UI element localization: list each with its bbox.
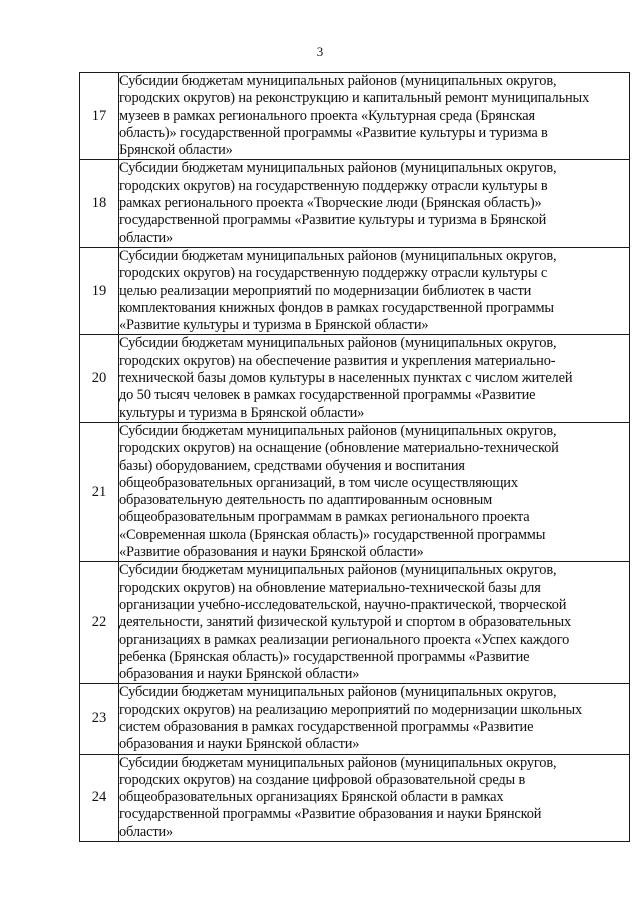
description-line: целью реализации мероприятий по модернизации библиотек в части [119, 282, 532, 299]
description-line: Субсидии бюджетам муниципальных районов (муниципальных округов, [119, 422, 557, 439]
subsidy-description [119, 754, 630, 841]
description-line: государственной программы «Развитие культуры и туризма в Брянской [119, 212, 547, 229]
description-line: Субсидии бюджетам муниципальных районов (муниципальных округов, [119, 754, 557, 771]
description-line: культуры и туризма в Брянской области» [119, 404, 365, 421]
description-line: области» [119, 229, 174, 246]
description-line: Субсидии бюджетам муниципальных районов (муниципальных округов, [119, 160, 557, 177]
row-number: 23 [80, 684, 119, 754]
description-line: государственной программы «Развитие образования и науки Брянской [119, 806, 542, 823]
table-row [80, 73, 630, 160]
description-line: рамках регионального проекта «Творческие люди (Брянская область)» [119, 195, 542, 212]
description-line: Субсидии бюджетам муниципальных районов (муниципальных округов, [119, 562, 557, 579]
description-line: городских округов) на оснащение (обновление материально-технической [119, 440, 559, 457]
table-row [80, 160, 630, 247]
description-line: Брянской области» [119, 142, 233, 159]
description-line: ребенка (Брянская область)» государственной программы «Развитие [119, 648, 530, 665]
description-line: технической базы домов культуры в населенных пунктах с числом жителей [119, 370, 573, 387]
subsidy-description [119, 684, 630, 754]
description-line: Субсидии бюджетам муниципальных районов (муниципальных округов, [119, 73, 557, 89]
subsidy-description [119, 247, 630, 334]
row-number: 24 [80, 754, 119, 841]
table-row [80, 684, 630, 754]
description-line: «Развитие образования и науки Брянской области» [119, 544, 424, 561]
description-line: систем образования в рамках государственной программы «Развитие [119, 718, 534, 735]
description-line: деятельности, занятий физической культурой и спортом в образовательных [119, 614, 572, 631]
description-line: городских округов) на государственную поддержку отрасли культуры в [119, 177, 548, 194]
description-line: общеобразовательным программам в рамках регионального проекта [119, 509, 530, 526]
description-line: организации учебно-исследовательской, научно-практической, творческой [119, 596, 567, 613]
description-line: городских округов) на обеспечение развития и укрепления материально- [119, 352, 556, 369]
description-line: образования и науки Брянской области» [119, 666, 360, 683]
subsidy-description [119, 73, 630, 160]
description-line: образования и науки Брянской области» [119, 736, 360, 753]
table-row [80, 754, 630, 841]
description-line: Субсидии бюджетам муниципальных районов (муниципальных округов, [119, 684, 557, 701]
subsidies-table-body [80, 73, 630, 842]
subsidy-description [119, 562, 630, 684]
description-line: городских округов) на реализацию мероприятий по модернизации школьных [119, 701, 583, 718]
page-number: 3 [316, 44, 324, 59]
description-line: городских округов) на реконструкцию и капитальный ремонт муниципальных [119, 90, 590, 107]
description-line: Субсидии бюджетам муниципальных районов (муниципальных округов, [119, 247, 557, 264]
description-line: до 50 тысяч человек в рамках государственной программы «Развитие [119, 387, 536, 404]
description-line: области» [119, 823, 174, 840]
table-row [80, 247, 630, 334]
description-line: «Развитие культуры и туризма в Брянской области» [119, 317, 429, 334]
row-number: 20 [80, 335, 119, 422]
description-line: Субсидии бюджетам муниципальных районов (муниципальных округов, [119, 335, 557, 352]
row-number: 21 [80, 422, 119, 561]
description-line: область)» государственной программы «Развитие культуры и туризма в [119, 124, 548, 141]
description-line: комплектования книжных фондов в рамках государственной программы [119, 299, 554, 316]
description-line: городских округов) на создание цифровой образовательной среды в [119, 771, 526, 788]
description-line: базы) оборудованием, средствами обучения и воспитания [119, 457, 465, 474]
table-row [80, 422, 630, 561]
description-line: музеев в рамках регионального проекта «Культурная среда (Брянская [119, 107, 536, 124]
subsidies-table [79, 72, 630, 842]
description-line: организациях в рамках реализации регионального проекта «Успех каждого [119, 631, 570, 648]
description-line: образовательную деятельность по адаптированным основным [119, 492, 493, 509]
subsidy-description [119, 160, 630, 247]
row-number: 17 [80, 73, 119, 160]
subsidy-description [119, 422, 630, 561]
table-row [80, 562, 630, 684]
description-line: общеобразовательных организациях Брянской области в рамках [119, 789, 504, 806]
row-number: 22 [80, 562, 119, 684]
subsidy-description [119, 335, 630, 422]
description-line: общеобразовательных организаций, в том числе осуществляющих [119, 474, 518, 491]
table-row [80, 335, 630, 422]
description-line: «Современная школа (Брянская область)» государственной программы [119, 526, 546, 543]
description-line: городских округов) на государственную поддержку отрасли культуры с [119, 265, 548, 282]
row-number: 19 [80, 247, 119, 334]
row-number: 18 [80, 160, 119, 247]
description-line: городских округов) на обновление материально-технической базы для [119, 579, 541, 596]
